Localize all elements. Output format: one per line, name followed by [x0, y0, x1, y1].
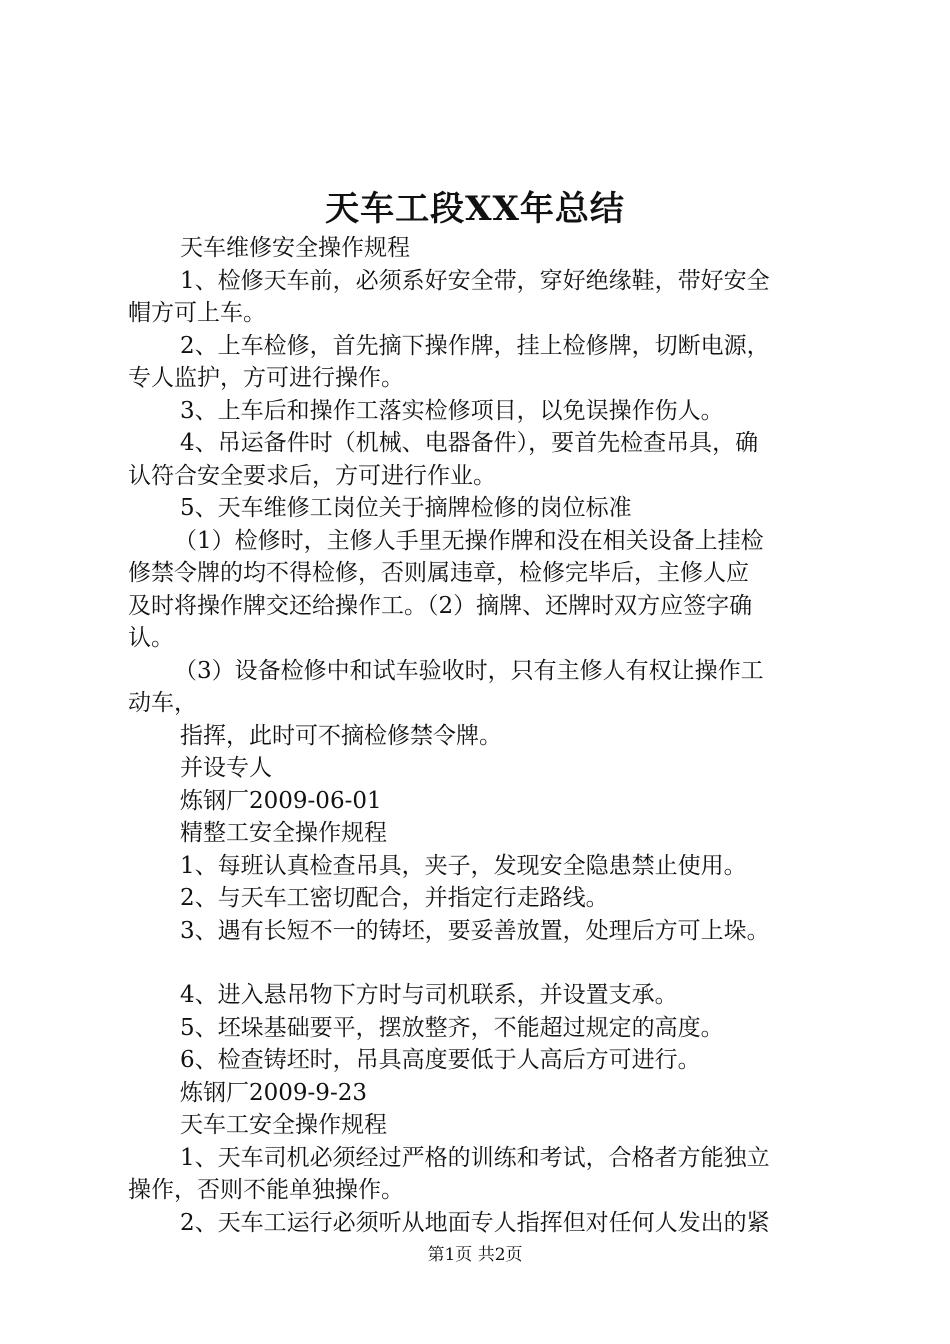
paragraph-line: 1、天车司机必须经过严格的训练和考试，合格者方能独立: [180, 1144, 770, 1171]
paragraph-line: （3）设备检修中和试车验收时，只有主修人有权让操作工: [174, 657, 764, 684]
paragraph-line: 3、遇有长短不一的铸坯，要妥善放置，处理后方可上垛。: [180, 917, 770, 944]
paragraph-line: 1、每班认真检查吊具，夹子，发现安全隐患禁止使用。: [180, 852, 747, 879]
paragraph-line: 操作，否则不能单独操作。: [128, 1177, 404, 1203]
paragraph-line: 5、天车维修工岗位关于摘牌检修的岗位标准: [180, 495, 632, 521]
paragraph-line: 4、吊运备件时（机械、电器备件），要首先检查吊具，确: [180, 430, 759, 456]
section-heading: 精整工安全操作规程: [180, 820, 387, 846]
paragraph-line: 3、上车后和操作工落实检修项目，以免误操作伤人。: [180, 397, 724, 424]
section-heading: 天车维修安全操作规程: [180, 235, 410, 261]
paragraph-line: 并设专人: [180, 755, 272, 781]
blank-line: [128, 947, 832, 979]
signature-date: 炼钢厂2009-06-01: [180, 787, 382, 814]
paragraph-line: 2、天车工运行必须听从地面专人指挥但对任何人发出的紧: [180, 1209, 770, 1236]
section-heading: 天车工安全操作规程: [180, 1112, 387, 1138]
paragraph-line: 指挥，此时可不摘检修禁令牌。: [180, 722, 502, 749]
paragraph-line: 6、检查铸坯时，吊具高度要低于人高后方可进行。: [180, 1047, 701, 1073]
document-body: [128, 232, 832, 1239]
paragraph-line: （1）检修时，主修人手里无操作牌和没在相关设备上挂检: [174, 527, 764, 554]
paragraph-line: 5、坯垛基础要平，摆放整齐，不能超过规定的高度。: [180, 1014, 724, 1041]
paragraph-line: 动车，: [128, 690, 197, 716]
paragraph-line: 帽方可上车。: [128, 300, 266, 326]
signature-date: 炼钢厂2009-9-23: [180, 1079, 367, 1106]
paragraph-line: 专人监护，方可进行操作。: [128, 365, 404, 391]
page-footer: 第1页 共2页: [427, 1245, 523, 1265]
paragraph-line: 2、上车检修，首先摘下操作牌，挂上检修牌，切断电源，: [180, 332, 770, 359]
paragraph-line: 修禁令牌的均不得检修，否则属违章，检修完毕后，主修人应: [128, 560, 749, 586]
document-title: 天车工段XX年总结: [325, 189, 625, 229]
paragraph-line: 及时将操作牌交还给操作工。（2）摘牌、还牌时双方应签字确: [128, 592, 753, 619]
paragraph-line: 认。: [128, 625, 174, 651]
paragraph-line: 1、检修天车前，必须系好安全带，穿好绝缘鞋，带好安全: [180, 267, 770, 294]
paragraph-line: 4、进入悬吊物下方时与司机联系，并设置支承。: [180, 982, 678, 1008]
paragraph-line: 认符合安全要求后，方可进行作业。: [128, 462, 496, 489]
paragraph-line: 2、与天车工密切配合，并指定行走路线。: [180, 885, 609, 911]
